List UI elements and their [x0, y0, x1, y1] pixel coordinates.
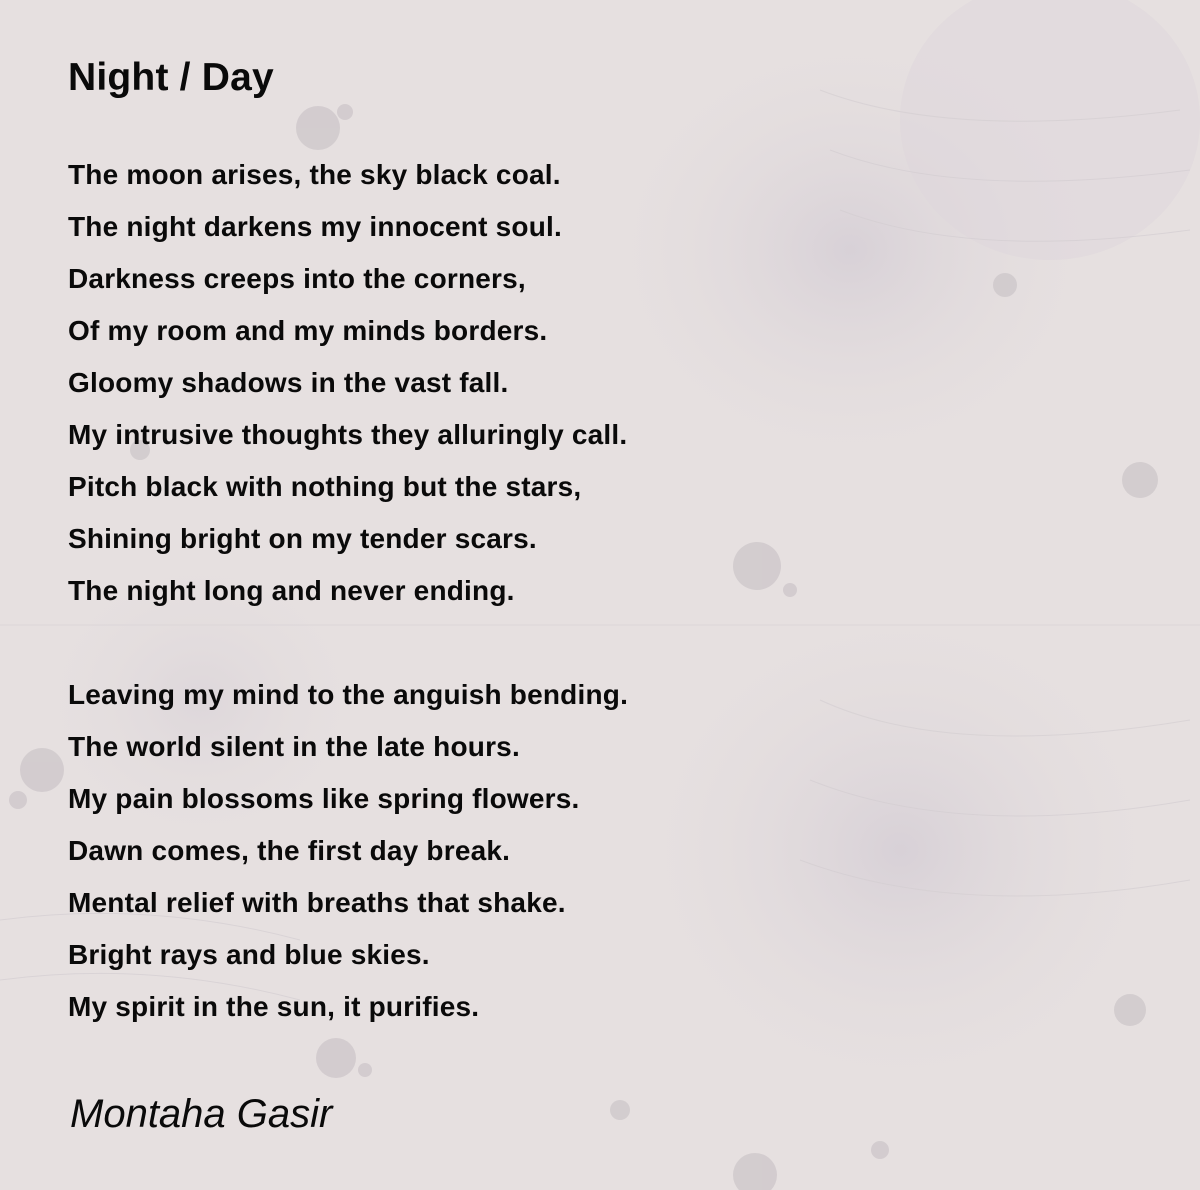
poem-line: Dawn comes, the first day break. — [68, 835, 511, 866]
poem-line: Bright rays and blue skies. — [68, 939, 430, 970]
poem-line: Mental relief with breaths that shake. — [68, 887, 566, 918]
poem-line: The moon arises, the sky black coal. — [68, 159, 561, 190]
poem-line: The night darkens my innocent soul. — [68, 211, 562, 242]
stanza-2 — [68, 669, 1068, 1033]
poem-line: The night long and never ending. — [68, 575, 515, 606]
stanza-1 — [68, 149, 1068, 617]
poem-line: Gloomy shadows in the vast fall. — [68, 367, 509, 398]
poem-line: Shining bright on my tender scars. — [68, 523, 537, 554]
poem-line: Leaving my mind to the anguish bending. — [68, 679, 629, 710]
poem-line: My pain blossoms like spring flowers. — [68, 783, 580, 814]
poem-line: The world silent in the late hours. — [68, 731, 520, 762]
poem-line: My spirit in the sun, it purifies. — [68, 991, 480, 1022]
poem-author: Montaha Gasir — [70, 1092, 333, 1136]
poem-title: Night / Day — [68, 56, 274, 99]
poem-body — [68, 149, 1068, 1033]
poem-line: Pitch black with nothing but the stars, — [68, 471, 582, 502]
stanza-break — [68, 617, 1068, 669]
poem-line: Of my room and my minds borders. — [68, 315, 548, 346]
poem-line: Darkness creeps into the corners, — [68, 263, 526, 294]
poem-line: My intrusive thoughts they alluringly call. — [68, 419, 628, 450]
